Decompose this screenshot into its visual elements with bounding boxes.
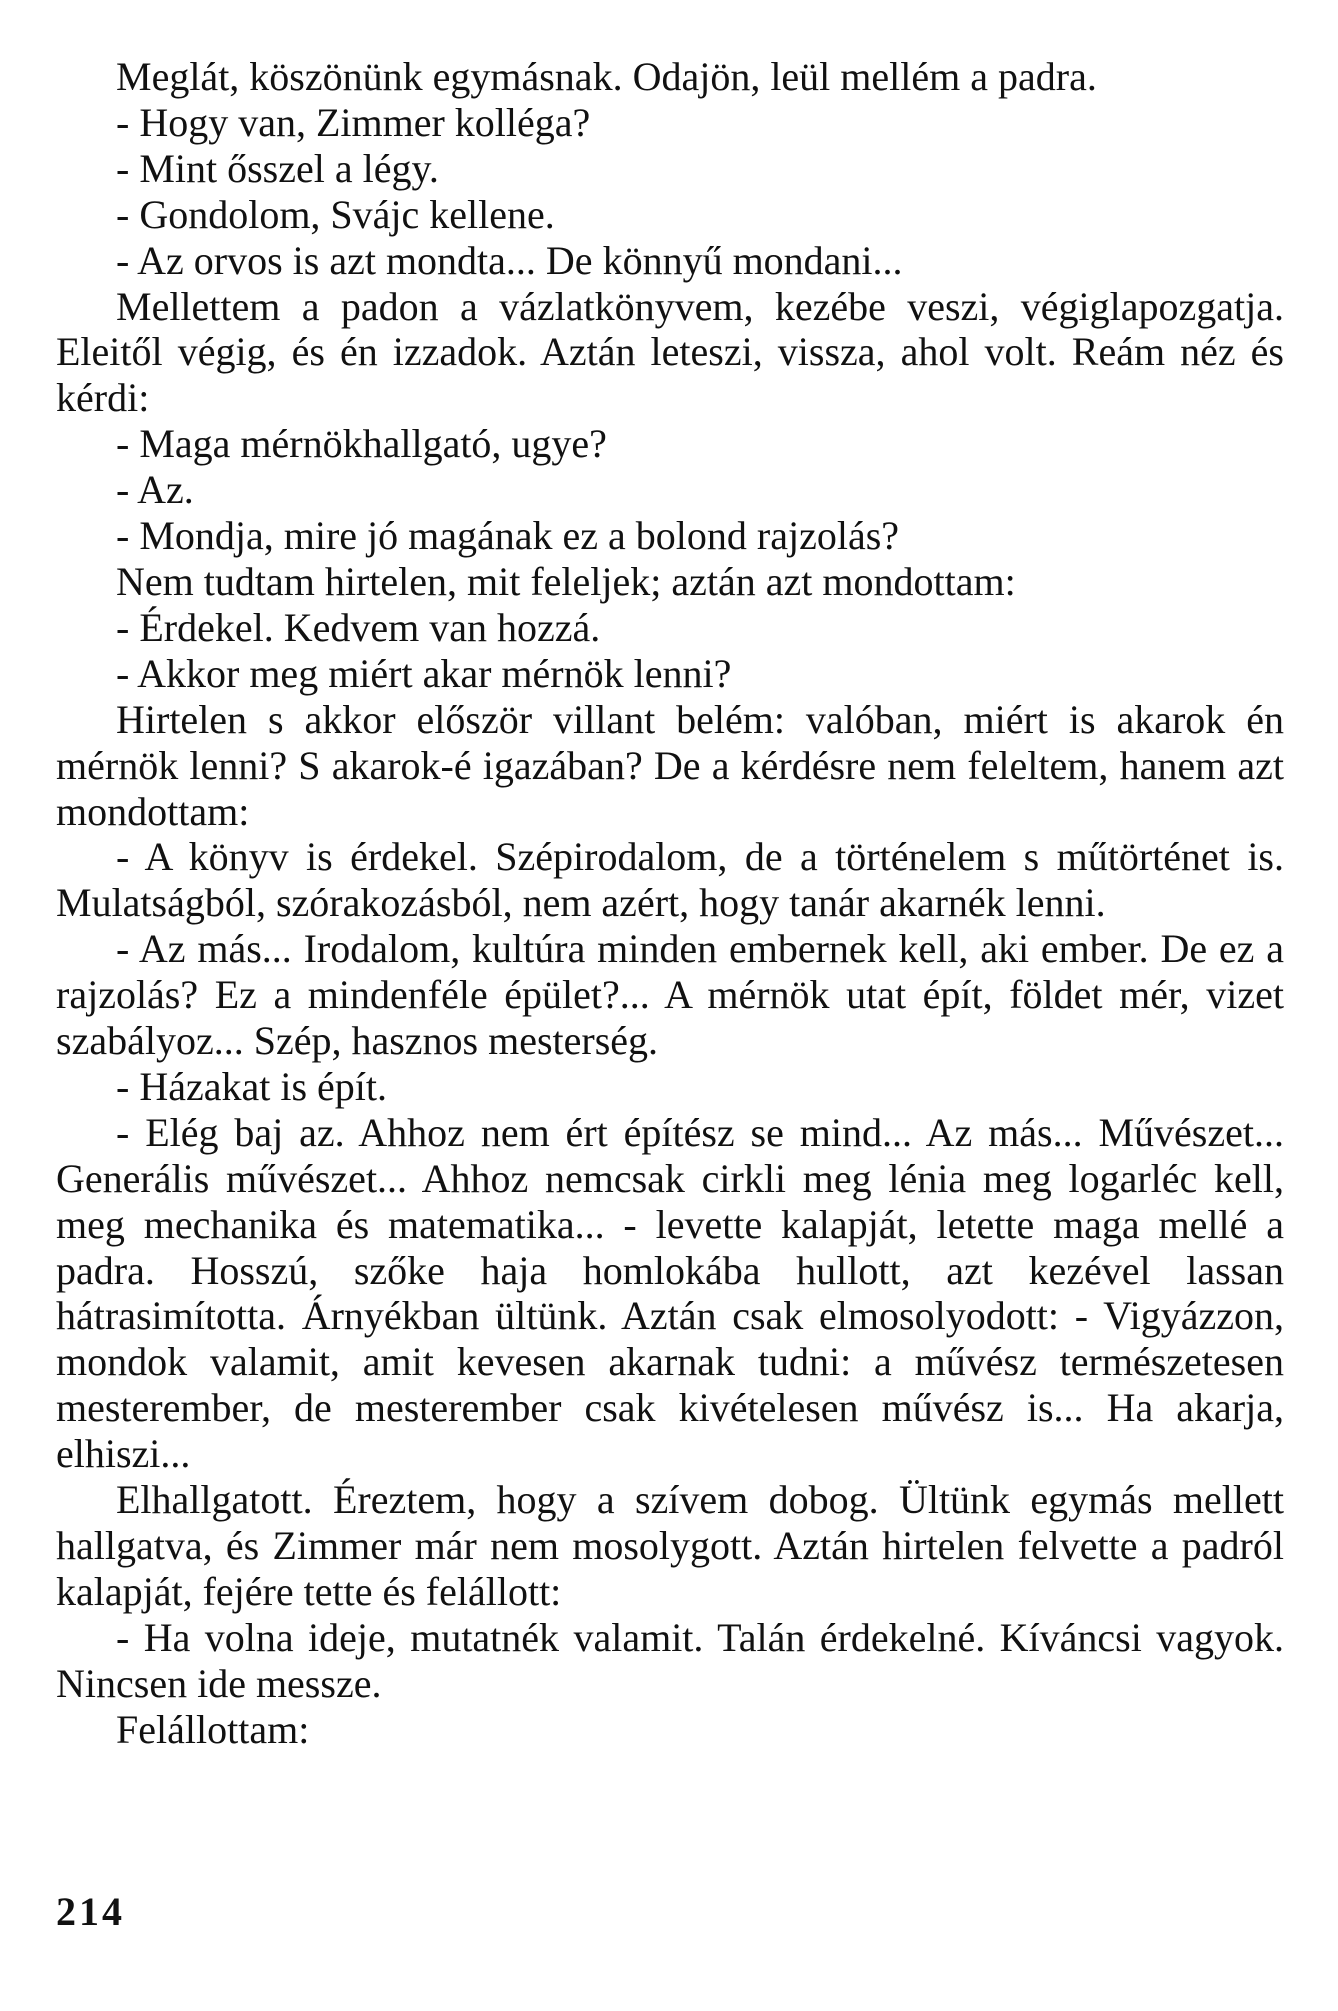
paragraph: - Gondolom, Svájc kellene. [116, 191, 555, 237]
paragraph: Nem tudtam hirtelen, mit feleljek; aztán azt mondottam: [116, 558, 1016, 604]
paragraph: Felállottam: [116, 1706, 310, 1752]
body-text [56, 54, 1284, 1753]
paragraph: - A könyv is érdekel. Szépirodalom, de a történelem s műtörténet is. Mulatságból, szórakozásból, nem azért, hogy tanár akarnék lenni. [56, 834, 1284, 926]
paragraph: - Mint ősszel a légy. [116, 145, 439, 191]
paragraph: - Hogy van, Zimmer kolléga? [116, 99, 591, 145]
paragraph: - Maga mérnökhallgató, ugye? [116, 421, 607, 467]
paragraph: - Mondja, mire jó magának ez a bolond rajzolás? [116, 513, 900, 559]
paragraph: Elhallgatott. Éreztem, hogy a szívem dobog. Ültünk egymás mellett hallgatva, és Zimmer már nem mosolygott. Aztán hirtelen felvette a padról kalapját, fejére tette és felállott: [56, 1477, 1284, 1614]
paragraph: Meglát, köszönünk egymásnak. Odajön, leül mellém a padra. [116, 54, 1097, 99]
paragraph: - Az. [116, 467, 194, 513]
paragraph: - Érdekel. Kedvem van hozzá. [116, 604, 601, 650]
paragraph: - Ha volna ideje, mutatnék valamit. Talán érdekelné. Kíváncsi vagyok. Nincsen ide messze. [56, 1614, 1284, 1706]
page-number: 214 [56, 1889, 125, 1934]
paragraph: Mellettem a padon a vázlatkönyvem, kezébe veszi, végiglapozgatja. Eleitől végig, és én izzadok. Aztán leteszi, vissza, ahol volt. Reám néz és kérdi: [56, 283, 1284, 421]
paragraph: - Akkor meg miért akar mérnök lenni? [116, 650, 732, 696]
paragraph: - Házakat is épít. [116, 1063, 387, 1109]
paragraph: - Elég baj az. Ahhoz nem ért építész se mind... Az más... Művészet... Generális művészet... Ahhoz nemcsak cirkli meg lénia meg logarléc kell, meg mechanika és matematika... - levette kalapját, letette maga mellé a padra. Hosszú, szőke haja homlokába hullott, azt kezével lassan hátrasimította. Árnyékban ültünk. Aztán csak elmosolyodott: - Vigyázzon, mondok valamit, amit kevesen akarnak tudni: a művész természetesen mesterember, de mesterember csak kivételesen művész is... Ha akarja, elhiszi... [56, 1109, 1284, 1477]
paragraph: - Az más... Irodalom, kultúra minden embernek kell, aki ember. De ez a rajzolás? Ez a mindenféle épület?... A mérnök utat épít, földet mér, vizet szabályoz... Szép, hasznos mesterség. [56, 926, 1284, 1064]
paragraph: Hirtelen s akkor először villant belém: valóban, miért is akarok én mérnök lenni? S akarok-é igazában? De a kérdésre nem feleltem, hanem azt mondottam: [56, 696, 1284, 834]
paragraph: - Az orvos is azt mondta... De könnyű mondani... [116, 237, 903, 283]
